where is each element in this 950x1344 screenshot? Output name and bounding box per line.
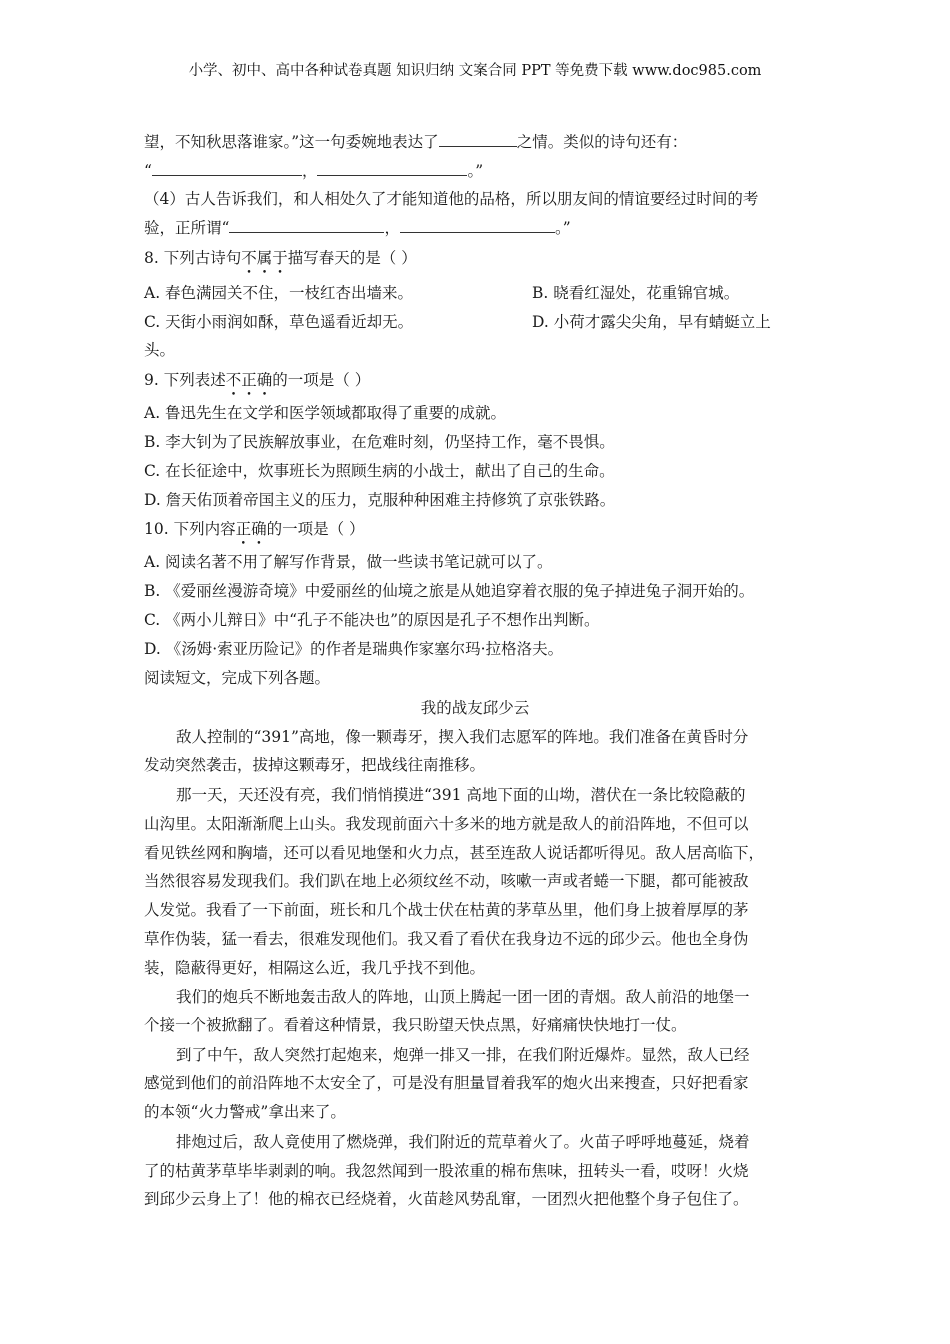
q8-option-d-cont: 头。 [144, 341, 176, 359]
q10-option-a[interactable]: A. 阅读名著不用了解写作背景，做一些读书笔记就可以了。 [144, 553, 553, 571]
reading-intro: 阅读短文，完成下列各题。 [144, 669, 331, 687]
q9-option-c[interactable]: C. 在长征途中，炊事班长为照顾生病的小战士，献出了自己的生命。 [144, 462, 615, 480]
emphasis-char: 于 [272, 249, 288, 267]
q9-option-b[interactable]: B. 李大钊为了民族解放事业，在危难时刻，仍坚持工作，毫不畏惧。 [144, 433, 615, 451]
q7-3-text-b: 之情。类似的诗句还有： [516, 133, 688, 151]
q8-option-c[interactable]: C. 天街小雨润如酥，草色遥看近却无。 [144, 313, 414, 331]
passage-line: 排炮过后，敌人竟使用了燃烧弹，我们附近的荒草着火了。火苗子呼呼地蔓延，烧着 [176, 1133, 750, 1151]
answer-blank[interactable] [152, 160, 302, 176]
emphasis-char: 正 [241, 371, 257, 389]
passage-line: 那一天，天还没有亮，我们悄悄摸进“391 高地下面的山坳，潜伏在一条比较隐蔽的 [176, 786, 746, 804]
passage-line: 感觉到他们的前沿阵地不太安全了，可是没有胆量冒着我军的炮火出来搜查，只好把看家 [144, 1074, 749, 1092]
q10-option-b[interactable]: B. 《爱丽丝漫游奇境》中爱丽丝的仙境之旅是从她追穿着衣服的兔子掉进兔子洞开始的。 [144, 582, 755, 600]
passage-line: 我们的炮兵不断地轰击敌人的阵地，山顶上腾起一团一团的青烟。敌人前沿的地堡一 [176, 988, 750, 1006]
q7-3-line2: “ ， 。” [144, 162, 484, 180]
q8-option-a[interactable]: A. 春色满园关不住，一枝红杏出墙来。 [144, 284, 414, 302]
q9-stem: 9. 下列表述不正确的一项是（ ） [144, 371, 371, 389]
q9-option-d[interactable]: D. 詹天佑顶着帝国主义的压力，克服种种困难主持修筑了京张铁路。 [144, 491, 616, 509]
emphasis-char: 不 [241, 249, 257, 267]
q7-4-line2: 验，正所谓“ ， 。” [144, 219, 571, 237]
q10-stem: 10. 下列内容正确的一项是（ ） [144, 520, 365, 538]
passage-line: 发动突然袭击，拔掉这颗毒牙，把战线往南推移。 [144, 756, 486, 774]
answer-blank[interactable] [317, 160, 467, 176]
passage-line: 草作伪装，猛一看去，很难发现他们。我又看了看伏在我身边不远的邱少云。他也全身伪 [144, 930, 749, 948]
q10-option-c[interactable]: C. 《两小儿辩日》中“孔子不能决也”的原因是孔子不想作出判断。 [144, 611, 600, 629]
q9-option-a[interactable]: A. 鲁迅先生在文学和医学领域都取得了重要的成就。 [144, 404, 507, 422]
q8-option-b[interactable]: B. 晓看红湿处，花重锦官城。 [532, 284, 740, 302]
page-header: 小学、初中、高中各种试卷真题 知识归纳 文案合同 PPT 等免费下载 www.doc985.com [188, 63, 762, 79]
q10-option-d[interactable]: D. 《汤姆·索亚历险记》的作者是瑞典作家塞尔玛·拉格洛夫。 [144, 640, 564, 658]
answer-blank[interactable] [439, 131, 517, 147]
emphasis-char: 属 [256, 249, 273, 267]
emphasis-char: 不 [225, 371, 242, 389]
answer-blank[interactable] [229, 217, 384, 233]
q8-option-d[interactable]: D. 小荷才露尖尖角，早有蜻蜓立上 [532, 313, 771, 331]
q8-stem: 8. 下列古诗句不属于描写春天的是（ ） [144, 249, 417, 267]
emphasis-char: 正 [235, 520, 252, 538]
passage-line: 看见铁丝网和胸墙，还可以看见地堡和火力点，甚至连敌人说话都听得见。敌人居高临下， [144, 844, 765, 862]
passage-line: 山沟里。太阳渐渐爬上山头。我发现前面六十多米的地方就是敌人的前沿阵地，不但可以 [144, 815, 749, 833]
passage-line: 装，隐蔽得更好，相隔这么近，我几乎找不到他。 [144, 959, 486, 977]
passage-line: 到了中午，敌人突然打起炮来，炮弹一排又一排，在我们附近爆炸。显然，敌人已经 [176, 1046, 750, 1064]
q7-4-line1: （4）古人告诉我们，和人相处久了才能知道他的品格，所以朋友间的情谊要经过时间的考 [144, 190, 759, 208]
passage-title: 我的战友邱少云 [420, 699, 530, 717]
emphasis-char: 确 [256, 371, 273, 389]
passage-line: 了的枯黄茅草毕毕剥剥的响。我忽然闻到一股浓重的棉布焦味，扭转头一看，哎呀！火烧 [144, 1162, 749, 1180]
q7-3-text-a: 望，不知秋思落谁家。”这一句委婉地表达了 [144, 133, 439, 151]
passage-line: 个接一个被掀翻了。看着这种情景，我只盼望天快点黑，好痛痛快快地打一仗。 [144, 1016, 687, 1034]
emphasis-char: 确 [251, 520, 267, 538]
passage-line: 的本领“火力警戒”拿出来了。 [144, 1103, 346, 1121]
passage-line: 敌人控制的“391”高地，像一颗毒牙，揳入我们志愿军的阵地。我们准备在黄昏时分 [176, 728, 749, 746]
passage-line: 人发觉。我看了一下前面，班长和几个战士伏在枯黄的茅草丛里，他们身上披着厚厚的茅 [144, 901, 749, 919]
passage-line: 当然很容易发现我们。我们趴在地上必须纹丝不动，咳嗽一声或者蜷一下腿，都可能被敌 [144, 872, 749, 890]
q7-3-line1 [144, 131, 687, 153]
passage-line: 到邱少云身上了！他的棉衣已经烧着，火苗趁风势乱窜，一团烈火把他整个身子包住了。 [144, 1190, 749, 1208]
answer-blank[interactable] [400, 217, 555, 233]
